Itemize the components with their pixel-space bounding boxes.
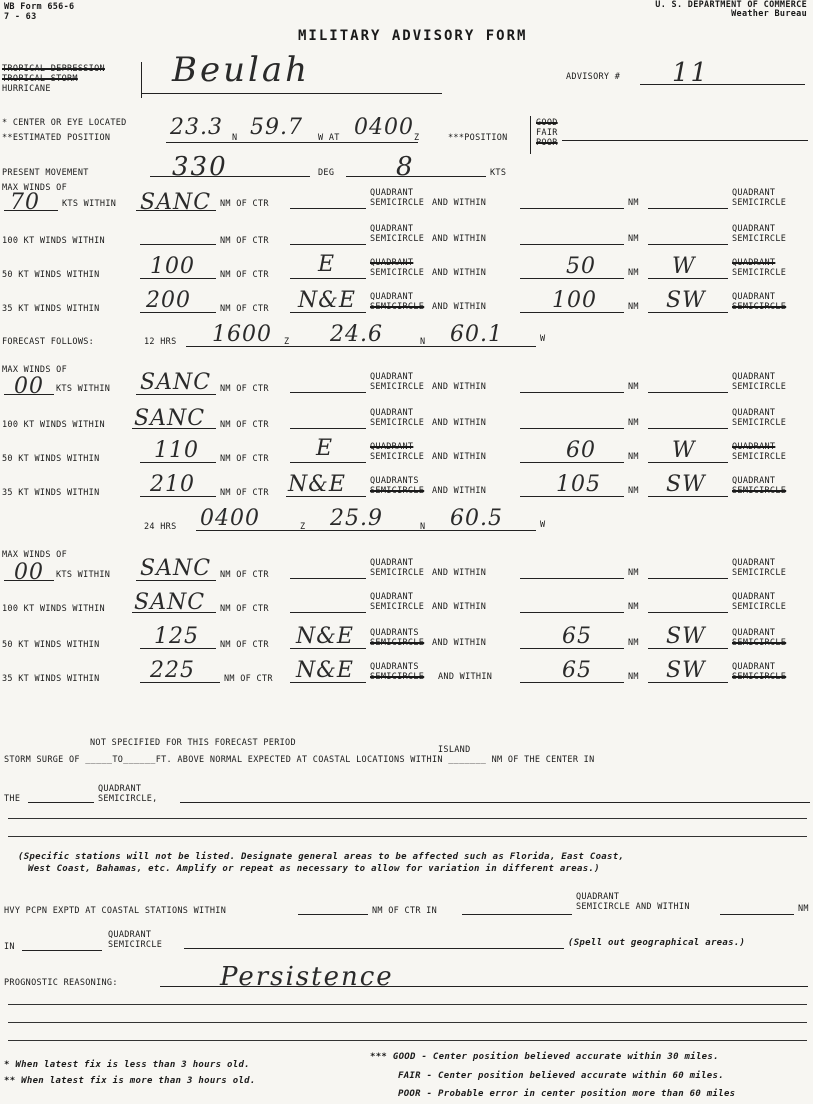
current-w100-q2-line bbox=[648, 244, 728, 245]
qs-label-right: QUADRANT SEMICIRCLE bbox=[732, 558, 787, 578]
current-max-q-line bbox=[290, 208, 366, 209]
nm-label: NM bbox=[628, 672, 639, 682]
nm-of-ctr-label: NM OF CTR bbox=[220, 304, 269, 314]
f12-max-within-line bbox=[136, 394, 216, 395]
nm-label: NM bbox=[628, 486, 639, 496]
nm-of-ctr-label: NM OF CTR bbox=[220, 454, 269, 464]
and-within-label: AND WITHIN bbox=[432, 602, 487, 612]
max-winds-label: MAX WINDS OF bbox=[2, 183, 68, 193]
and-within-label: AND WITHIN bbox=[432, 452, 487, 462]
f24-n: N bbox=[420, 522, 426, 532]
f12-w100-q-line bbox=[290, 428, 366, 429]
quality-fair[interactable]: FAIR bbox=[536, 128, 558, 138]
qs-label: QUADRANT SEMICIRCLE bbox=[370, 558, 425, 578]
f24-lon[interactable]: 60.5 bbox=[450, 506, 503, 531]
qs-label-right: QUADRANT SEMICIRCLE bbox=[732, 592, 787, 612]
f12-w50-nm[interactable]: 110 bbox=[154, 438, 199, 463]
qs-label: QUADRANT SEMICIRCLE bbox=[370, 258, 425, 278]
storm-type-block bbox=[2, 64, 105, 94]
current-w50-line bbox=[140, 278, 216, 279]
form-number: WB Form 656-6 bbox=[4, 2, 75, 12]
and-within-label: AND WITHIN bbox=[432, 234, 487, 244]
footnote-3: *** GOOD - Center position believed accurate within 30 miles. bbox=[370, 1052, 719, 1062]
position-lat[interactable]: 23.3 bbox=[170, 115, 223, 140]
qs-label-right: QUADRANT SEMICIRCLE bbox=[732, 628, 787, 648]
movement-deg-label: DEG bbox=[318, 168, 335, 178]
form-title: MILITARY ADVISORY FORM bbox=[298, 28, 528, 44]
nm-label: NM bbox=[628, 418, 639, 428]
nm-label: NM bbox=[628, 382, 639, 392]
nm-label: NM bbox=[628, 234, 639, 244]
storm-type-hurricane: HURRICANE bbox=[2, 84, 51, 94]
movement-speed-line bbox=[346, 176, 486, 177]
nm-of-ctr-label: NM OF CTR bbox=[220, 604, 269, 614]
qs-label: QUADRANT SEMICIRCLE bbox=[370, 224, 425, 244]
qs-label-right: QUADRANT SEMICIRCLE bbox=[732, 476, 787, 496]
surge-qs: QUADRANT SEMICIRCLE, bbox=[98, 784, 158, 804]
surge-the-line bbox=[28, 802, 94, 803]
f12-w35-q-line bbox=[286, 496, 366, 497]
nm-of-ctr-label: NM OF CTR bbox=[220, 270, 269, 280]
w50-label: 50 KT WINDS WITHIN bbox=[2, 640, 100, 650]
f12-w50-q[interactable]: E bbox=[316, 436, 334, 461]
w50-label: 50 KT WINDS WITHIN bbox=[2, 454, 100, 464]
and-within-label: AND WITHIN bbox=[432, 268, 487, 278]
f12-w35-nm2-line bbox=[520, 496, 624, 497]
f24-lat[interactable]: 25.9 bbox=[330, 506, 383, 531]
position-quality-bracket bbox=[530, 116, 531, 154]
position-lon-suffix: W AT bbox=[318, 133, 340, 143]
w35-label: 35 KT WINDS WITHIN bbox=[2, 304, 100, 314]
f12-w35-nm2[interactable]: 105 bbox=[556, 472, 601, 497]
form-date: 7 - 63 bbox=[4, 12, 37, 22]
w50-label: 50 KT WINDS WITHIN bbox=[2, 270, 100, 280]
f24-w50-nm[interactable]: 125 bbox=[154, 624, 199, 649]
surge-areas-line bbox=[180, 802, 810, 803]
nm-label: NM bbox=[628, 602, 639, 612]
max-winds-label: MAX WINDS OF bbox=[2, 365, 68, 375]
nm-of-ctr-label: NM OF CTR bbox=[220, 420, 269, 430]
f12-w35-q2[interactable]: SW bbox=[666, 472, 706, 497]
f12-n: N bbox=[420, 337, 426, 347]
w35-label: 35 KT WINDS WITHIN bbox=[2, 488, 100, 498]
f24-w35-nm2-line bbox=[520, 682, 624, 683]
precip-in-line bbox=[22, 950, 102, 951]
w100-label: 100 KT WINDS WITHIN bbox=[2, 236, 105, 246]
f12-max-q2-line bbox=[648, 392, 728, 393]
nm-of-ctr-label: NM OF CTR bbox=[220, 236, 269, 246]
f24-w35-q-line bbox=[290, 682, 366, 683]
f12-w100-line bbox=[132, 428, 216, 429]
max-winds-label: MAX WINDS OF bbox=[2, 550, 68, 560]
f24-w35-q2[interactable]: SW bbox=[666, 658, 706, 683]
f12-w35-line bbox=[140, 496, 216, 497]
f12-w50-nm2[interactable]: 60 bbox=[566, 438, 596, 463]
precip-nm2-line bbox=[720, 914, 794, 915]
bureau: Weather Bureau bbox=[731, 9, 807, 19]
current-w50-nm2[interactable]: 50 bbox=[566, 254, 596, 279]
current-max-nm2-line bbox=[520, 208, 624, 209]
f12-w100-q2-line bbox=[648, 428, 728, 429]
nm-of-ctr-label: NM OF CTR bbox=[220, 384, 269, 394]
nm-of-ctr-label: NM OF CTR bbox=[220, 199, 269, 209]
f24-line bbox=[196, 530, 536, 531]
qs-label-right: QUADRANT SEMICIRCLE bbox=[732, 408, 787, 428]
f24-max-winds[interactable]: 00 bbox=[14, 560, 44, 585]
qs-label: QUADRANT SEMICIRCLE bbox=[370, 372, 425, 392]
reasoning-line-3 bbox=[8, 1022, 807, 1023]
nm-label: NM bbox=[628, 302, 639, 312]
hrs12-label: 12 HRS bbox=[144, 337, 177, 347]
qs-label: QUADRANT SEMICIRCLE bbox=[370, 592, 425, 612]
kts-within-label: KTS WITHIN bbox=[62, 199, 117, 209]
f24-w100-nm2-line bbox=[520, 612, 624, 613]
reasoning-label: PROGNOSTIC REASONING: bbox=[4, 978, 118, 988]
current-w35-nm2-line bbox=[520, 312, 624, 313]
storm-name[interactable]: Beulah bbox=[172, 50, 311, 90]
surge-area-line-2 bbox=[8, 818, 807, 819]
storm-type-depression: TROPICAL DEPRESSION bbox=[2, 64, 105, 74]
position-line bbox=[166, 142, 418, 143]
qs-label: QUADRANTS SEMICIRCLE bbox=[370, 662, 425, 682]
precip-q-line bbox=[462, 914, 572, 915]
f12-w: W bbox=[540, 334, 546, 344]
f24-max-within-line bbox=[136, 580, 216, 581]
surge-instructions-1: (Specific stations will not be listed. Designate general areas to be affected such as Florida, East Coast, bbox=[18, 852, 625, 862]
current-w100-nm2-line bbox=[520, 244, 624, 245]
f24-max-winds-line bbox=[4, 580, 54, 581]
f24-w100-q-line bbox=[290, 612, 366, 613]
nm-label: NM bbox=[628, 268, 639, 278]
quality-good: GOOD bbox=[536, 118, 558, 128]
current-w35-line bbox=[140, 312, 216, 313]
kts-within-label: KTS WITHIN bbox=[56, 384, 111, 394]
nm-label: NM bbox=[628, 568, 639, 578]
and-within-label: AND WITHIN bbox=[432, 418, 487, 428]
f24-time[interactable]: 0400 bbox=[200, 506, 260, 531]
and-within-label: AND WITHIN bbox=[432, 638, 487, 648]
f12-max-q-line bbox=[290, 392, 366, 393]
f24-w50-nm2-line bbox=[520, 648, 624, 649]
precip-nm-line bbox=[298, 914, 368, 915]
qs-label-right: QUADRANT SEMICIRCLE bbox=[732, 372, 787, 392]
precip-spell-out: (Spell out geographical areas.) bbox=[568, 938, 746, 948]
w100-label: 100 KT WINDS WITHIN bbox=[2, 604, 105, 614]
f24-w35-line bbox=[140, 682, 220, 683]
current-w35-q2-line bbox=[648, 312, 728, 313]
nm-label: NM bbox=[628, 198, 639, 208]
qs-label: QUADRANT SEMICIRCLE bbox=[370, 188, 425, 208]
surge-instructions-2: West Coast, Bahamas, etc. Amplify or repeat as necessary to allow for variation in different areas.) bbox=[28, 864, 600, 874]
current-w50-nm[interactable]: 100 bbox=[150, 254, 195, 279]
qs-label: QUADRANT SEMICIRCLE bbox=[370, 442, 425, 462]
surge-area-line-3 bbox=[8, 836, 807, 837]
f12-max-winds-line bbox=[4, 394, 54, 395]
f12-time[interactable]: 1600 bbox=[212, 322, 272, 347]
movement-label: PRESENT MOVEMENT bbox=[2, 168, 89, 178]
f24-w100-line bbox=[132, 612, 216, 613]
f12-w50-q2-line bbox=[648, 462, 728, 463]
nm-of-ctr-label: NM OF CTR bbox=[220, 488, 269, 498]
footnote-5: POOR - Probable error in center position more than 60 miles bbox=[398, 1089, 736, 1099]
qs-label: QUADRANTS SEMICIRCLE bbox=[370, 628, 425, 648]
f12-max-within[interactable]: SANC bbox=[140, 370, 212, 395]
f24-w50-q2-line bbox=[648, 648, 728, 649]
movement-direction-line bbox=[150, 176, 310, 177]
position-lat-suffix: N bbox=[232, 133, 238, 143]
advisory-line bbox=[640, 84, 805, 85]
f12-w50-q-line bbox=[290, 462, 366, 463]
and-within-label: AND WITHIN bbox=[432, 198, 487, 208]
center-label: * CENTER OR EYE LOCATED bbox=[2, 118, 127, 128]
f12-max-winds[interactable]: 00 bbox=[14, 374, 44, 399]
f24-w: W bbox=[540, 520, 546, 530]
f12-w35-q[interactable]: N&E bbox=[288, 472, 346, 497]
f12-w35-q2-line bbox=[648, 496, 728, 497]
position-time[interactable]: 0400 bbox=[354, 115, 414, 140]
f12-w50-q2[interactable]: W bbox=[672, 438, 696, 463]
reasoning-value[interactable]: Persistence bbox=[220, 962, 394, 992]
current-max-winds-line bbox=[4, 210, 58, 211]
surge-not-specified: NOT SPECIFIED FOR THIS FORECAST PERIOD bbox=[90, 738, 296, 748]
and-within-label: AND WITHIN bbox=[432, 382, 487, 392]
nm-of-ctr-label: NM OF CTR bbox=[220, 570, 269, 580]
surge-island: ISLAND bbox=[438, 745, 471, 755]
precip-qs-2: QUADRANT SEMICIRCLE bbox=[108, 930, 163, 950]
current-max-winds[interactable]: 70 bbox=[10, 190, 40, 215]
position-quality-label: ***POSITION bbox=[448, 133, 508, 143]
f24-w50-q[interactable]: N&E bbox=[296, 624, 354, 649]
f24-max-nm2-line bbox=[520, 578, 624, 579]
forecast-follows-label: FORECAST FOLLOWS: bbox=[2, 337, 95, 347]
position-lon[interactable]: 59.7 bbox=[250, 115, 303, 140]
f12-lon[interactable]: 60.1 bbox=[450, 322, 503, 347]
current-w50-q-line bbox=[290, 278, 366, 279]
department: U. S. DEPARTMENT OF COMMERCE bbox=[655, 0, 807, 10]
current-max-q2-line bbox=[648, 208, 728, 209]
estimated-label: **ESTIMATED POSITION bbox=[2, 133, 111, 143]
qs-label: QUADRANTS SEMICIRCLE bbox=[370, 476, 425, 496]
precip-areas-line bbox=[184, 948, 564, 949]
nm-label: NM bbox=[628, 638, 639, 648]
and-within-label: AND WITHIN bbox=[438, 672, 493, 682]
f24-w50-nm2[interactable]: 65 bbox=[562, 624, 592, 649]
reasoning-line-2 bbox=[8, 1004, 807, 1005]
precip-nm: NM bbox=[798, 904, 809, 914]
f12-z: Z bbox=[284, 337, 290, 347]
movement-direction[interactable]: 330 bbox=[172, 152, 228, 182]
precip-qs: QUADRANT SEMICIRCLE AND WITHIN bbox=[576, 892, 690, 912]
quality-poor: POOR bbox=[536, 138, 558, 148]
advisory-label: ADVISORY # bbox=[566, 72, 621, 82]
f24-max-q2-line bbox=[648, 578, 728, 579]
qs-label-right: QUADRANT SEMICIRCLE bbox=[732, 662, 787, 682]
f12-lat[interactable]: 24.6 bbox=[330, 322, 383, 347]
precip-label: HVY PCPN EXPTD AT COASTAL STATIONS WITHIN bbox=[4, 906, 227, 916]
qs-label-right: QUADRANT SEMICIRCLE bbox=[732, 224, 787, 244]
advisory-number[interactable]: 11 bbox=[672, 58, 710, 88]
quality-line bbox=[562, 140, 808, 141]
nm-label: NM bbox=[628, 452, 639, 462]
current-w35-q-line bbox=[290, 312, 366, 313]
current-max-within[interactable]: SANC bbox=[140, 190, 212, 215]
surge-the: THE bbox=[4, 794, 21, 804]
f24-max-q-line bbox=[290, 578, 366, 579]
f24-z: Z bbox=[300, 522, 306, 532]
and-within-label: AND WITHIN bbox=[432, 302, 487, 312]
f12-w50-line bbox=[140, 462, 216, 463]
nm-of-ctr-label: NM OF CTR bbox=[224, 674, 273, 684]
w35-label: 35 KT WINDS WITHIN bbox=[2, 674, 100, 684]
hrs24-label: 24 HRS bbox=[144, 522, 177, 532]
current-w100-q-line bbox=[290, 244, 366, 245]
reasoning-line-4 bbox=[8, 1040, 807, 1041]
current-w50-q2-line bbox=[648, 278, 728, 279]
footnote-1: * When latest fix is less than 3 hours old. bbox=[4, 1060, 250, 1070]
footnote-2: ** When latest fix is more than 3 hours old. bbox=[4, 1076, 256, 1086]
surge-line: STORM SURGE OF _____TO______FT. ABOVE NORMAL EXPECTED AT COASTAL LOCATIONS WITHIN _______ NM OF THE CENTER IN bbox=[4, 755, 595, 765]
f24-w35-nm[interactable]: 225 bbox=[150, 658, 195, 683]
f12-max-nm2-line bbox=[520, 392, 624, 393]
current-w100-line bbox=[140, 244, 216, 245]
f12-w100-within[interactable]: SANC bbox=[134, 406, 206, 431]
f12-w50-nm2-line bbox=[520, 462, 624, 463]
kts-within-label: KTS WITHIN bbox=[56, 570, 111, 580]
movement-kts-label: KTS bbox=[490, 168, 507, 178]
and-within-label: AND WITHIN bbox=[432, 568, 487, 578]
f24-w35-q2-line bbox=[648, 682, 728, 683]
f24-w100-q2-line bbox=[648, 612, 728, 613]
f24-w35-q[interactable]: N&E bbox=[296, 658, 354, 683]
qs-label-right: QUADRANT SEMICIRCLE bbox=[732, 442, 787, 462]
position-quality-block bbox=[536, 118, 558, 148]
f24-max-within[interactable]: SANC bbox=[140, 556, 212, 581]
position-time-suffix: Z bbox=[414, 133, 420, 143]
f24-w50-line bbox=[140, 648, 216, 649]
f12-w100-nm2-line bbox=[520, 428, 624, 429]
storm-type-storm: TROPICAL STORM bbox=[2, 74, 78, 84]
precip-in: IN bbox=[4, 942, 15, 952]
current-w35-q2[interactable]: SW bbox=[666, 288, 706, 313]
current-w35-nm[interactable]: 200 bbox=[146, 288, 191, 313]
current-w50-q2[interactable]: W bbox=[672, 254, 696, 279]
f24-w50-q-line bbox=[290, 648, 366, 649]
f24-w100-within[interactable]: SANC bbox=[134, 590, 206, 615]
and-within-label: AND WITHIN bbox=[432, 486, 487, 496]
qs-label: QUADRANT SEMICIRCLE bbox=[370, 408, 425, 428]
f12-line bbox=[186, 346, 536, 347]
qs-label: QUADRANT SEMICIRCLE bbox=[370, 292, 425, 312]
current-w50-nm2-line bbox=[520, 278, 624, 279]
reasoning-line-1 bbox=[160, 986, 808, 987]
f24-w35-nm2[interactable]: 65 bbox=[562, 658, 592, 683]
qs-label-right: QUADRANT SEMICIRCLE bbox=[732, 258, 787, 278]
f24-w50-q2[interactable]: SW bbox=[666, 624, 706, 649]
qs-label-right: QUADRANT SEMICIRCLE bbox=[732, 292, 787, 312]
current-w35-q[interactable]: N&E bbox=[298, 288, 356, 313]
storm-name-line bbox=[142, 93, 442, 94]
w100-label: 100 KT WINDS WITHIN bbox=[2, 420, 105, 430]
qs-label-right: QUADRANT SEMICIRCLE bbox=[732, 188, 787, 208]
current-max-within-line bbox=[136, 210, 216, 211]
f12-w35-nm[interactable]: 210 bbox=[150, 472, 195, 497]
precip-nm-ctr-in: NM OF CTR IN bbox=[372, 906, 438, 916]
current-w35-nm2[interactable]: 100 bbox=[552, 288, 597, 313]
current-w50-q[interactable]: E bbox=[318, 252, 336, 277]
movement-speed[interactable]: 8 bbox=[396, 152, 415, 182]
nm-of-ctr-label: NM OF CTR bbox=[220, 640, 269, 650]
footnote-4: FAIR - Center position believed accurate within 60 miles. bbox=[398, 1071, 724, 1081]
